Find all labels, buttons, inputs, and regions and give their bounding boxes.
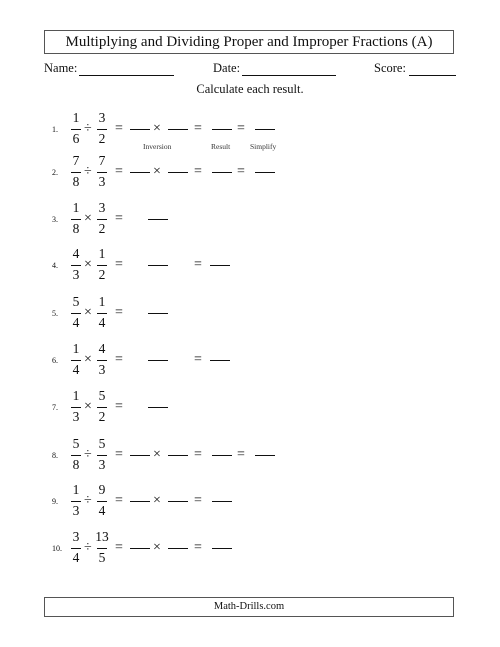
numerator: 5 bbox=[72, 436, 80, 451]
denominator: 3 bbox=[98, 174, 106, 189]
second-fraction bbox=[92, 482, 112, 522]
first-fraction bbox=[66, 200, 86, 240]
score-label: Score: bbox=[374, 61, 406, 75]
score-line bbox=[409, 75, 456, 76]
answer-blank bbox=[168, 501, 188, 502]
fraction-bar bbox=[97, 265, 107, 266]
denominator: 3 bbox=[72, 409, 80, 424]
numerator: 5 bbox=[98, 388, 106, 403]
problem-row bbox=[0, 482, 500, 522]
numerator: 3 bbox=[98, 110, 106, 125]
fraction-bar bbox=[71, 360, 81, 361]
fraction-bar bbox=[71, 407, 81, 408]
operator: ÷ bbox=[84, 493, 92, 508]
answer-blank bbox=[168, 455, 188, 456]
fraction-bar bbox=[97, 548, 107, 549]
second-fraction bbox=[92, 388, 112, 428]
fraction-bar bbox=[71, 172, 81, 173]
numerator: 1 bbox=[98, 246, 106, 261]
numerator: 13 bbox=[95, 529, 109, 544]
equals-sign: = bbox=[194, 121, 202, 136]
numerator: 9 bbox=[98, 482, 106, 497]
fraction-bar bbox=[97, 455, 107, 456]
numerator: 1 bbox=[72, 341, 80, 356]
numerator: 1 bbox=[72, 110, 80, 125]
denominator: 2 bbox=[98, 221, 106, 236]
operator: × bbox=[84, 305, 92, 320]
denominator: 5 bbox=[98, 550, 106, 565]
numerator: 7 bbox=[72, 153, 80, 168]
numerator: 1 bbox=[98, 294, 106, 309]
problem-row bbox=[0, 529, 500, 569]
equals-sign: = bbox=[237, 447, 245, 462]
operator: × bbox=[84, 211, 92, 226]
denominator: 2 bbox=[98, 131, 106, 146]
first-fraction bbox=[66, 482, 86, 522]
instructions: Calculate each result. bbox=[196, 82, 304, 96]
fraction-bar bbox=[97, 172, 107, 173]
equals-sign: = bbox=[115, 305, 123, 320]
first-fraction bbox=[66, 110, 86, 150]
numerator: 3 bbox=[72, 529, 80, 544]
first-fraction bbox=[66, 388, 86, 428]
fraction-bar bbox=[97, 407, 107, 408]
date-label: Date: bbox=[213, 61, 241, 75]
numerator: 4 bbox=[98, 341, 106, 356]
problem-number: 7. bbox=[52, 403, 58, 412]
problem-row bbox=[0, 388, 500, 428]
fraction-bar bbox=[71, 313, 81, 314]
times-sign: × bbox=[153, 540, 161, 555]
answer-blank bbox=[130, 172, 150, 173]
problem-number: 5. bbox=[52, 309, 58, 318]
equals-sign: = bbox=[115, 211, 123, 226]
denominator: 6 bbox=[72, 131, 80, 146]
denominator: 8 bbox=[72, 457, 80, 472]
answer-blank bbox=[255, 455, 275, 456]
first-fraction bbox=[66, 153, 86, 193]
problem-row bbox=[0, 246, 500, 286]
answer-blank bbox=[168, 129, 188, 130]
answer-blank bbox=[130, 129, 150, 130]
equals-sign: = bbox=[194, 257, 202, 272]
answer-blank bbox=[212, 548, 232, 549]
problem-row bbox=[0, 200, 500, 240]
equals-sign: = bbox=[115, 399, 123, 414]
equals-sign: = bbox=[194, 352, 202, 367]
operator: ÷ bbox=[84, 540, 92, 555]
worksheet-title: Multiplying and Dividing Proper and Improper Fractions (A) bbox=[44, 30, 454, 54]
name-line bbox=[79, 75, 174, 76]
operator: × bbox=[84, 352, 92, 367]
denominator: 4 bbox=[72, 550, 80, 565]
fraction-bar bbox=[97, 129, 107, 130]
answer-blank bbox=[212, 172, 232, 173]
equals-sign: = bbox=[237, 164, 245, 179]
times-sign: × bbox=[153, 493, 161, 508]
first-fraction bbox=[66, 341, 86, 381]
operator: ÷ bbox=[84, 164, 92, 179]
fraction-bar bbox=[71, 265, 81, 266]
fraction-bar bbox=[97, 313, 107, 314]
denominator: 8 bbox=[72, 174, 80, 189]
problem-number: 9. bbox=[52, 497, 58, 506]
fraction-bar bbox=[71, 548, 81, 549]
denominator: 2 bbox=[98, 409, 106, 424]
fraction-bar bbox=[71, 501, 81, 502]
second-fraction bbox=[92, 529, 112, 569]
times-sign: × bbox=[153, 121, 161, 136]
answer-blank bbox=[130, 548, 150, 549]
denominator: 8 bbox=[72, 221, 80, 236]
equals-sign: = bbox=[115, 493, 123, 508]
equals-sign: = bbox=[115, 540, 123, 555]
answer-blank bbox=[148, 360, 168, 361]
problem-row bbox=[0, 110, 500, 150]
result-label: Result bbox=[211, 142, 231, 151]
problem-number: 3. bbox=[52, 215, 58, 224]
second-fraction bbox=[92, 110, 112, 150]
denominator: 3 bbox=[72, 267, 80, 282]
equals-sign: = bbox=[194, 493, 202, 508]
answer-blank bbox=[255, 129, 275, 130]
problem-number: 6. bbox=[52, 356, 58, 365]
answer-blank bbox=[130, 455, 150, 456]
second-fraction bbox=[92, 436, 112, 476]
denominator: 3 bbox=[72, 503, 80, 518]
problem-row bbox=[0, 153, 500, 193]
inversion-label: Inversion bbox=[143, 142, 172, 151]
second-fraction bbox=[92, 246, 112, 286]
equals-sign: = bbox=[194, 164, 202, 179]
denominator: 4 bbox=[98, 503, 106, 518]
fraction-bar bbox=[71, 455, 81, 456]
answer-blank bbox=[212, 455, 232, 456]
times-sign: × bbox=[153, 447, 161, 462]
denominator: 2 bbox=[98, 267, 106, 282]
fraction-bar bbox=[71, 129, 81, 130]
answer-blank bbox=[148, 219, 168, 220]
equals-sign: = bbox=[115, 447, 123, 462]
numerator: 4 bbox=[72, 246, 80, 261]
first-fraction bbox=[66, 246, 86, 286]
denominator: 4 bbox=[72, 315, 80, 330]
problem-number: 1. bbox=[52, 125, 58, 134]
fraction-bar bbox=[71, 219, 81, 220]
answer-blank bbox=[212, 129, 232, 130]
answer-blank bbox=[210, 360, 230, 361]
answer-blank bbox=[212, 501, 232, 502]
numerator: 1 bbox=[72, 482, 80, 497]
problem-row bbox=[0, 341, 500, 381]
answer-blank bbox=[130, 501, 150, 502]
problem-number: 10. bbox=[52, 544, 62, 553]
operator: ÷ bbox=[84, 447, 92, 462]
denominator: 4 bbox=[72, 362, 80, 377]
numerator: 3 bbox=[98, 200, 106, 215]
equals-sign: = bbox=[237, 121, 245, 136]
second-fraction bbox=[92, 294, 112, 334]
first-fraction bbox=[66, 436, 86, 476]
answer-blank bbox=[148, 265, 168, 266]
answer-blank bbox=[210, 265, 230, 266]
second-fraction bbox=[92, 341, 112, 381]
numerator: 1 bbox=[72, 388, 80, 403]
date-line bbox=[242, 75, 336, 76]
equals-sign: = bbox=[115, 352, 123, 367]
numerator: 7 bbox=[98, 153, 106, 168]
problem-number: 8. bbox=[52, 451, 58, 460]
simplify-label: Simplify bbox=[250, 142, 277, 151]
numerator: 5 bbox=[72, 294, 80, 309]
fraction-bar bbox=[97, 501, 107, 502]
answer-blank bbox=[148, 313, 168, 314]
second-fraction bbox=[92, 153, 112, 193]
name-label: Name: bbox=[44, 61, 78, 75]
answer-blank bbox=[255, 172, 275, 173]
first-fraction bbox=[66, 529, 86, 569]
equals-sign: = bbox=[115, 121, 123, 136]
equals-sign: = bbox=[115, 257, 123, 272]
answer-blank bbox=[168, 548, 188, 549]
operator: ÷ bbox=[84, 121, 92, 136]
equals-sign: = bbox=[194, 447, 202, 462]
denominator: 4 bbox=[98, 315, 106, 330]
equals-sign: = bbox=[194, 540, 202, 555]
times-sign: × bbox=[153, 164, 161, 179]
fraction-bar bbox=[97, 360, 107, 361]
second-fraction bbox=[92, 200, 112, 240]
operator: × bbox=[84, 257, 92, 272]
answer-blank bbox=[148, 407, 168, 408]
denominator: 3 bbox=[98, 457, 106, 472]
problem-number: 2. bbox=[52, 168, 58, 177]
problem-row bbox=[0, 436, 500, 476]
problem-row bbox=[0, 294, 500, 334]
answer-blank bbox=[168, 172, 188, 173]
fraction-bar bbox=[97, 219, 107, 220]
numerator: 5 bbox=[98, 436, 106, 451]
operator: × bbox=[84, 399, 92, 414]
first-fraction bbox=[66, 294, 86, 334]
footer: Math-Drills.com bbox=[44, 597, 454, 617]
problem-number: 4. bbox=[52, 261, 58, 270]
equals-sign: = bbox=[115, 164, 123, 179]
numerator: 1 bbox=[72, 200, 80, 215]
denominator: 3 bbox=[98, 362, 106, 377]
